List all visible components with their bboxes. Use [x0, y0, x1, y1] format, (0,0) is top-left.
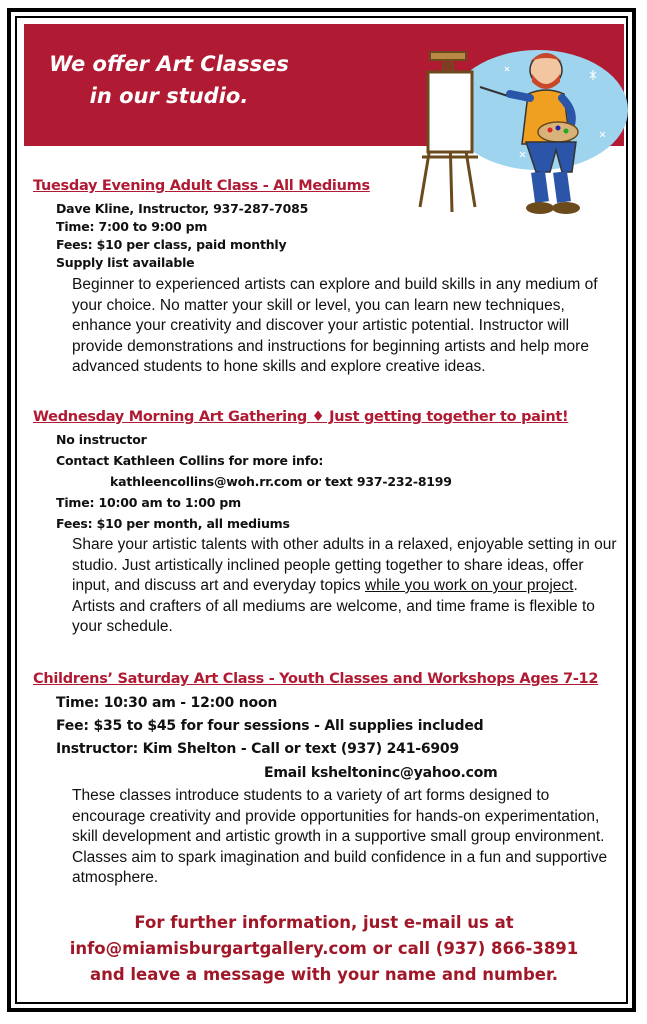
title-line-2: in our studio. — [89, 84, 249, 108]
saturday-description: These classes introduce students to a variety of art forms designed to encourage creativity and provide opportunities for hands-on experimentation, skill development and artistic growth in a supportive small group environment. Classes aim to spark imagination and build confidence in a fun and supportive atmosphere. — [72, 787, 608, 886]
saturday-fee: Fee: $35 to $45 for four sessions - All supplies included — [56, 718, 484, 734]
saturday-email: Email ksheltoninc@yahoo.com — [264, 765, 498, 781]
footer-line-2: info@miamisburgartgallery.com or call (937) 866-3891 — [69, 939, 579, 958]
tuesday-time: Time: 7:00 to 9:00 pm — [56, 219, 208, 234]
wednesday-description — [72, 535, 622, 638]
tuesday-class-title: Tuesday Evening Adult Class - All Mediums — [33, 178, 370, 194]
wednesday-description-part-1: Share your artistic talents with other adults in a relaxed, enjoyable setting in our studio. Just artistically inclined people getting together to share ideas, offer input, and discuss art and everyday topics — [72, 536, 617, 594]
wednesday-contact: Contact Kathleen Collins for more info: — [56, 453, 324, 468]
wednesday-time: Time: 10:00 am to 1:00 pm — [56, 495, 241, 510]
tuesday-supply-list: Supply list available — [56, 255, 195, 270]
footer-line-1: For further information, just e-mail us at — [134, 913, 514, 932]
wednesday-email: kathleencollins@woh.rr.com or text 937-232-8199 — [110, 474, 452, 489]
saturday-class-title: Childrens’ Saturday Art Class - Youth Classes and Workshops Ages 7-12 — [33, 671, 599, 687]
contact-footer — [24, 910, 624, 988]
wednesday-description-part-2: . Artists and crafters of all mediums are welcome, and time frame is flexible to your schedule. — [72, 577, 595, 635]
title-line-1: We offer Art Classes — [49, 52, 289, 76]
tuesday-fees: Fees: $10 per class, paid monthly — [56, 237, 287, 252]
wednesday-fees: Fees: $10 per month, all mediums — [56, 516, 290, 531]
tuesday-description: Beginner to experienced artists can explore and build skills in any medium of your choice. No matter your skill or level, you can learn new techniques, enhance your creativity and discover your artistic potential. Instructor will provide demonstrations and instructions for beginning artists and help more advanced students to hone skills and explore creative ideas. — [72, 276, 598, 375]
page-title — [24, 48, 314, 112]
wednesday-description-underlined: while you work on your project — [364, 577, 574, 594]
footer-line-3: and leave a message with your name and number. — [89, 965, 559, 984]
tuesday-instructor: Dave Kline, Instructor, 937-287-7085 — [56, 201, 309, 216]
wednesday-instructor: No instructor — [56, 432, 147, 447]
saturday-instructor: Instructor: Kim Shelton - Call or text (937) 241-6909 — [56, 741, 460, 757]
wednesday-gathering-title: Wednesday Morning Art Gathering ♦ Just getting together to paint! — [33, 409, 569, 425]
saturday-time: Time: 10:30 am - 12:00 noon — [56, 695, 278, 711]
painter-at-easel-icon — [400, 32, 630, 222]
